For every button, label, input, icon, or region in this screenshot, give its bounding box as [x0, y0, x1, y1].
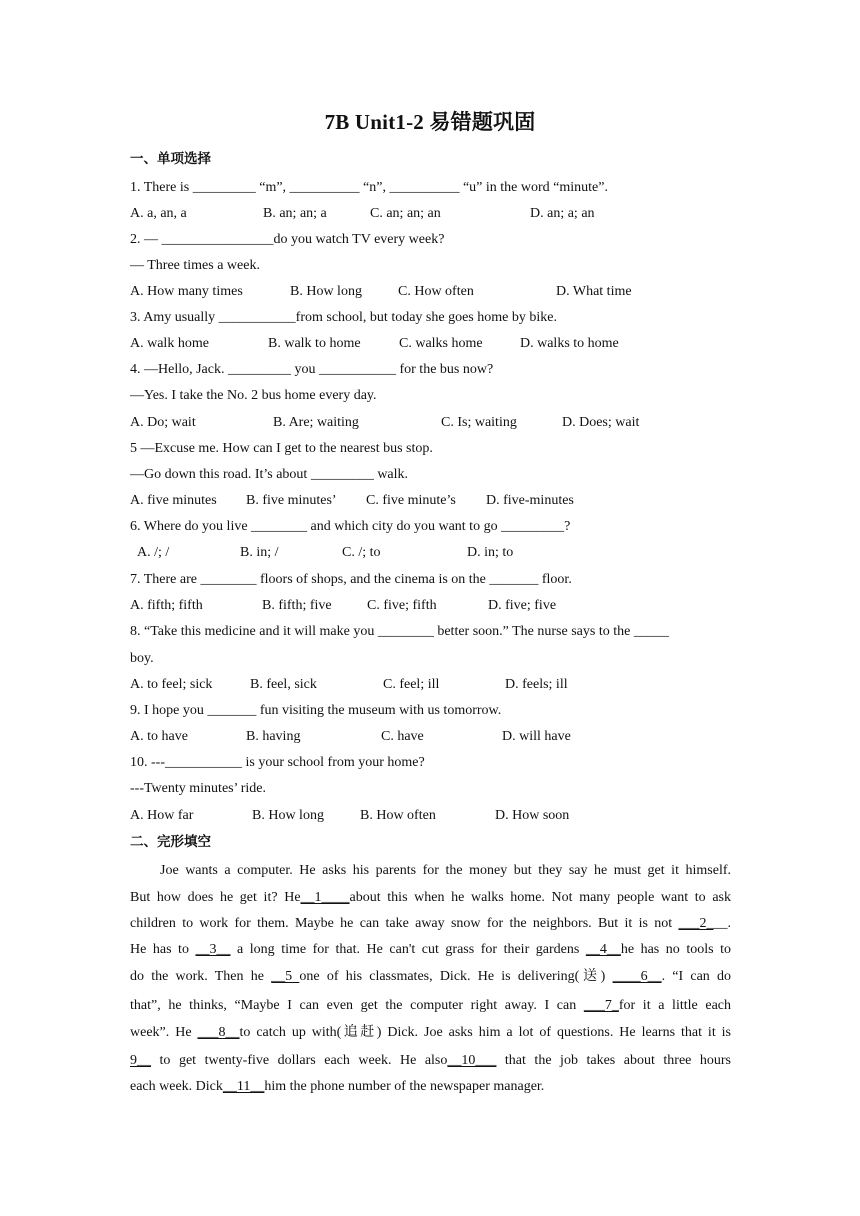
q8-option-c: C. feel; ill	[383, 677, 440, 692]
cloze-line-1	[160, 862, 731, 880]
q7-option-d: D. five; five	[488, 598, 557, 613]
q4-option-c: C. Is; waiting	[441, 415, 517, 430]
q1-option-d: D. an; a; an	[530, 206, 595, 221]
cloze-text: He has to	[130, 942, 196, 957]
cloze-text: one of his classmates, Dick. He is delivering(送)	[299, 969, 613, 984]
cloze-blank-6: ____6__	[612, 969, 662, 984]
q4-option-a: A. Do; wait	[130, 415, 196, 430]
q5-option-a: A. five minutes	[130, 493, 217, 508]
cloze-text: about this when he walks home. Not many people want to ask	[349, 890, 731, 905]
cloze-text: Joe wants a computer. He asks his parents for the money but they say he must get it himself.	[160, 863, 731, 878]
cloze-line-2	[130, 889, 731, 907]
cloze-text: him the phone number of the newspaper manager.	[264, 1079, 545, 1094]
q9-option-a: A. to have	[130, 729, 188, 744]
q9-option-b: B. having	[246, 729, 301, 744]
question-1-stem: 1. There is _________ “m”, __________ “n”, __________ “u” in the word “minute”.	[130, 180, 608, 195]
cloze-text: children to work for them. Maybe he can take away snow for the neighbors. But it is not	[130, 916, 679, 931]
cloze-text: . “I can do	[661, 969, 732, 984]
cloze-text: that”, he thinks, “Maybe I can even get the computer right away. I can	[130, 998, 584, 1013]
q3-option-b: B. walk to home	[268, 336, 361, 351]
question-7-stem: 7. There are ________ floors of shops, and the cinema is on the _______ floor.	[130, 572, 572, 587]
question-8-stem-continued: boy.	[130, 651, 154, 666]
q9-option-d: D. will have	[502, 729, 571, 744]
section-heading-cloze: 二、完形填空	[130, 834, 211, 850]
q9-option-c: C. have	[381, 729, 424, 744]
q3-option-d: D. walks to home	[520, 336, 619, 351]
cloze-text: he has no tools to	[620, 942, 731, 957]
q6-option-d: D. in; to	[467, 545, 514, 560]
q10-option-d: D. How soon	[495, 808, 570, 823]
cloze-text: week”. He	[130, 1025, 198, 1040]
cloze-blank-10: __10___	[447, 1053, 497, 1068]
q2-option-d: D. What time	[556, 284, 632, 299]
q6-option-c: C. /; to	[342, 545, 381, 560]
q7-option-c: C. five; fifth	[367, 598, 437, 613]
cloze-text: for it a little each	[618, 998, 731, 1013]
q10-option-c: B. How often	[360, 808, 436, 823]
cloze-text: do the work. Then he	[130, 969, 272, 984]
cloze-text: to catch up with(追赶) Dick. Joe asks him a lot of questions. He learns that it is	[239, 1025, 732, 1040]
question-4-reply: —Yes. I take the No. 2 bus home every day.	[130, 388, 377, 403]
q8-option-d: D. feels; ill	[505, 677, 568, 692]
q4-option-d: D. Does; wait	[562, 415, 640, 430]
question-8-stem: 8. “Take this medicine and it will make you ________ better soon.” The nurse says to the _____	[130, 624, 669, 639]
cloze-blank-5: __5	[271, 969, 300, 984]
q2-option-a: A. How many times	[130, 284, 243, 299]
q1-option-a: A. a, an, a	[130, 206, 187, 221]
cloze-line-6	[130, 997, 731, 1015]
question-10-reply: ---Twenty minutes’ ride.	[130, 781, 266, 796]
q6-option-b: B. in; /	[240, 545, 279, 560]
q10-option-b: B. How long	[252, 808, 324, 823]
cloze-line-9	[130, 1078, 731, 1096]
cloze-blank-9: 9	[130, 1053, 137, 1068]
section-heading-choice: 一、单项选择	[130, 151, 211, 167]
q8-option-a: A. to feel; sick	[130, 677, 213, 692]
q1-option-c: C. an; an; an	[370, 206, 441, 221]
cloze-text: But how does he get it? He	[130, 890, 301, 905]
question-2-stem: 2. — ________________do you watch TV every week?	[130, 232, 445, 247]
q8-option-b: B. feel, sick	[250, 677, 317, 692]
q2-option-c: C. How often	[398, 284, 474, 299]
question-3-stem: 3. Amy usually ___________from school, but today she goes home by bike.	[130, 310, 557, 325]
cloze-text: a long time for that. He can't cut grass for their gardens	[230, 942, 586, 957]
q2-option-b: B. How long	[290, 284, 362, 299]
cloze-text: __.	[713, 916, 731, 931]
q6-option-a: A. /; /	[137, 545, 170, 560]
cloze-blank-9-tail: __	[137, 1053, 151, 1068]
page-title: 7B Unit1-2 易错题巩固	[324, 110, 536, 134]
question-10-stem: 10. ---___________ is your school from your home?	[130, 755, 425, 770]
cloze-line-5	[130, 968, 731, 986]
cloze-line-3	[130, 915, 731, 933]
cloze-text: each week. Dick	[130, 1079, 223, 1094]
question-5-stem: 5 —Excuse me. How can I get to the nearest bus stop.	[130, 441, 433, 456]
question-5-reply: —Go down this road. It’s about _________ walk.	[130, 467, 409, 482]
cloze-blank-3: __3__	[195, 942, 231, 957]
q4-option-b: B. Are; waiting	[273, 415, 359, 430]
q5-option-c: C. five minute’s	[366, 493, 456, 508]
q1-option-b: B. an; an; a	[263, 206, 327, 221]
cloze-blank-8: ___8__	[197, 1025, 240, 1040]
q7-option-a: A. fifth; fifth	[130, 598, 203, 613]
q3-option-a: A. walk home	[130, 336, 209, 351]
cloze-blank-11: __11__	[222, 1079, 265, 1094]
question-4-stem: 4. —Hello, Jack. _________ you ___________ for the bus now?	[130, 362, 494, 377]
question-2-reply: — Three times a week.	[130, 258, 260, 273]
cloze-blank-7: ___7_	[583, 998, 619, 1013]
cloze-text: that the job takes about three hours	[496, 1053, 732, 1068]
q7-option-b: B. fifth; five	[262, 598, 332, 613]
cloze-text: to get twenty-five dollars each week. He also	[151, 1053, 448, 1068]
cloze-blank-2: ___2_	[678, 916, 714, 931]
q5-option-d: D. five-minutes	[486, 493, 574, 508]
q5-option-b: B. five minutes’	[246, 493, 337, 508]
q3-option-c: C. walks home	[399, 336, 483, 351]
q10-option-a: A. How far	[130, 808, 194, 823]
question-9-stem: 9. I hope you _______ fun visiting the museum with us tomorrow.	[130, 703, 502, 718]
cloze-blank-1: __1____	[300, 890, 350, 905]
question-6-stem: 6. Where do you live ________ and which city do you want to go _________?	[130, 519, 571, 534]
cloze-line-4	[130, 941, 731, 959]
cloze-line-7	[130, 1024, 731, 1042]
cloze-blank-4: __4__	[585, 942, 621, 957]
cloze-line-8	[130, 1052, 731, 1070]
